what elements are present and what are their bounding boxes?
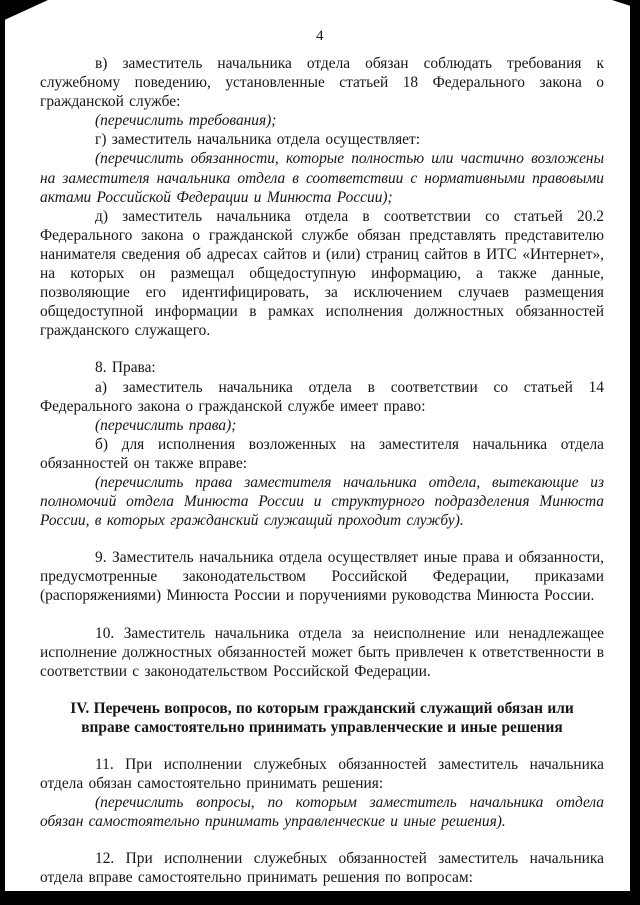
paragraph: (перечислить права); [95, 416, 237, 434]
paragraph: (перечислить вопросы, по которым заместитель начальника отдела обязан самостоятельно принимать управленческие и иные решения). [40, 794, 604, 831]
paragraph: (перечислить обязанности, которые полностью или частично возложены на заместителя начальника отдела в соответствии с нормативными правовыми актами Российской Федерации и Минюста России); [40, 150, 604, 206]
paragraph: а) заместитель начальника отдела в соответствии со статьей 14 Федерального закона о гражданской службе имеет право: [40, 378, 604, 415]
paragraph: 8. Права: [95, 359, 156, 377]
paragraph: в) заместитель начальника отдела обязан соблюдать требования к служебному поведению, установленные статьей 18 Федерального закона о гражданской службе: [40, 55, 604, 111]
paragraph: д) заместитель начальника отдела в соответствии со статьей 20.2 Федерального закона о гражданской службе обязан представлять представителю нанимателя сведения об адресах сайтов и (или) страниц сайтов в ИТС «Интернет», на которых он размещал общедоступную информацию, а также данные, позволяющие его идентифицировать, за исключением случаев размещения общедоступной информации в рамках исполнения должностных обязанностей гражданского служащего. [40, 207, 604, 340]
paragraph: г) заместитель начальника отдела осуществляет: [95, 131, 421, 149]
scan-artifact-right-edge [630, 0, 640, 905]
scan-artifact-bottom-edge [0, 891, 640, 905]
scan-artifact-left-edge [0, 0, 5, 905]
paragraph: 10. Заместитель начальника отдела за неисполнение или ненадлежащее исполнение должностных обязанностей может быть привлечен к ответственности в соответствии с законодательством Российской Федерации. [40, 624, 604, 680]
document-content [0, 45, 640, 888]
paragraph: (перечислить требования); [95, 112, 277, 130]
section-heading: IV. Перечень вопросов, по которым гражданский служащий обязан или вправе самостоятельно принимать управленческие и иные решения [70, 699, 574, 736]
page-number: 4 [316, 28, 324, 44]
paragraph: 11. При исполнении служебных обязанностей заместитель начальника отдела обязан самостоятельно принимать решения: [40, 756, 604, 793]
paragraph: 9. Заместитель начальника отдела осуществляет иные права и обязанности, предусмотренные законодательством Российской Федерации, приказами (распоряжениями) Минюста России и поручениями руководства Минюста России. [40, 549, 604, 605]
paragraph: б) для исполнения возложенных на заместителя начальника отдела обязанностей он также вправе: [40, 435, 604, 472]
paragraph: 12. При исполнении служебных обязанностей заместитель начальника отдела вправе самостоятельно принимать решения по вопросам: [40, 850, 604, 887]
paragraph: (перечислить права заместителя начальника отдела, вытекающие из полномочий отдела Минюста России и структурного подразделения Минюста России, в которых гражданский служащий проходит службу). [40, 473, 604, 530]
